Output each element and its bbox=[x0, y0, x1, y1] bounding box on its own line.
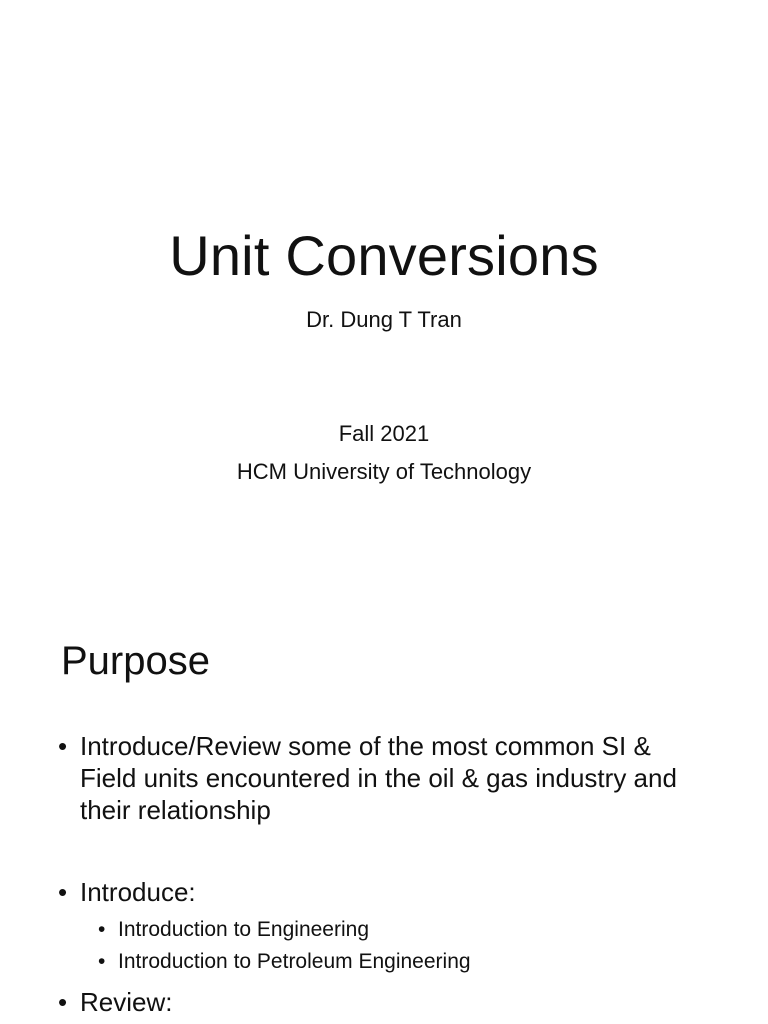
author-name: Dr. Dung T Tran bbox=[306, 307, 462, 332]
term-label: Fall 2021 bbox=[338, 421, 430, 446]
purpose-slide bbox=[0, 600, 768, 1024]
sub-bullet-list bbox=[80, 914, 708, 978]
bullet-item bbox=[58, 876, 708, 978]
presentation-title: Unit Conversions bbox=[169, 224, 599, 287]
sub-bullet-item: • Introduction to Engineering bbox=[98, 914, 708, 946]
bullet-list bbox=[58, 730, 708, 1018]
bullet-text: Introduce: bbox=[80, 877, 196, 907]
bullet-text: Introduce/Review some of the most common SI & Field units encountered in the oil & gas industry and their relationship bbox=[80, 731, 677, 825]
sub-bullet-item: • Introduction to Petroleum Engineering bbox=[98, 946, 708, 978]
institution-name: HCM University of Technology bbox=[236, 459, 532, 484]
bullet-text: Review: bbox=[80, 987, 173, 1017]
slide-heading: Purpose bbox=[61, 639, 210, 683]
bullet-item bbox=[58, 986, 708, 1018]
bullet-item bbox=[58, 730, 708, 826]
